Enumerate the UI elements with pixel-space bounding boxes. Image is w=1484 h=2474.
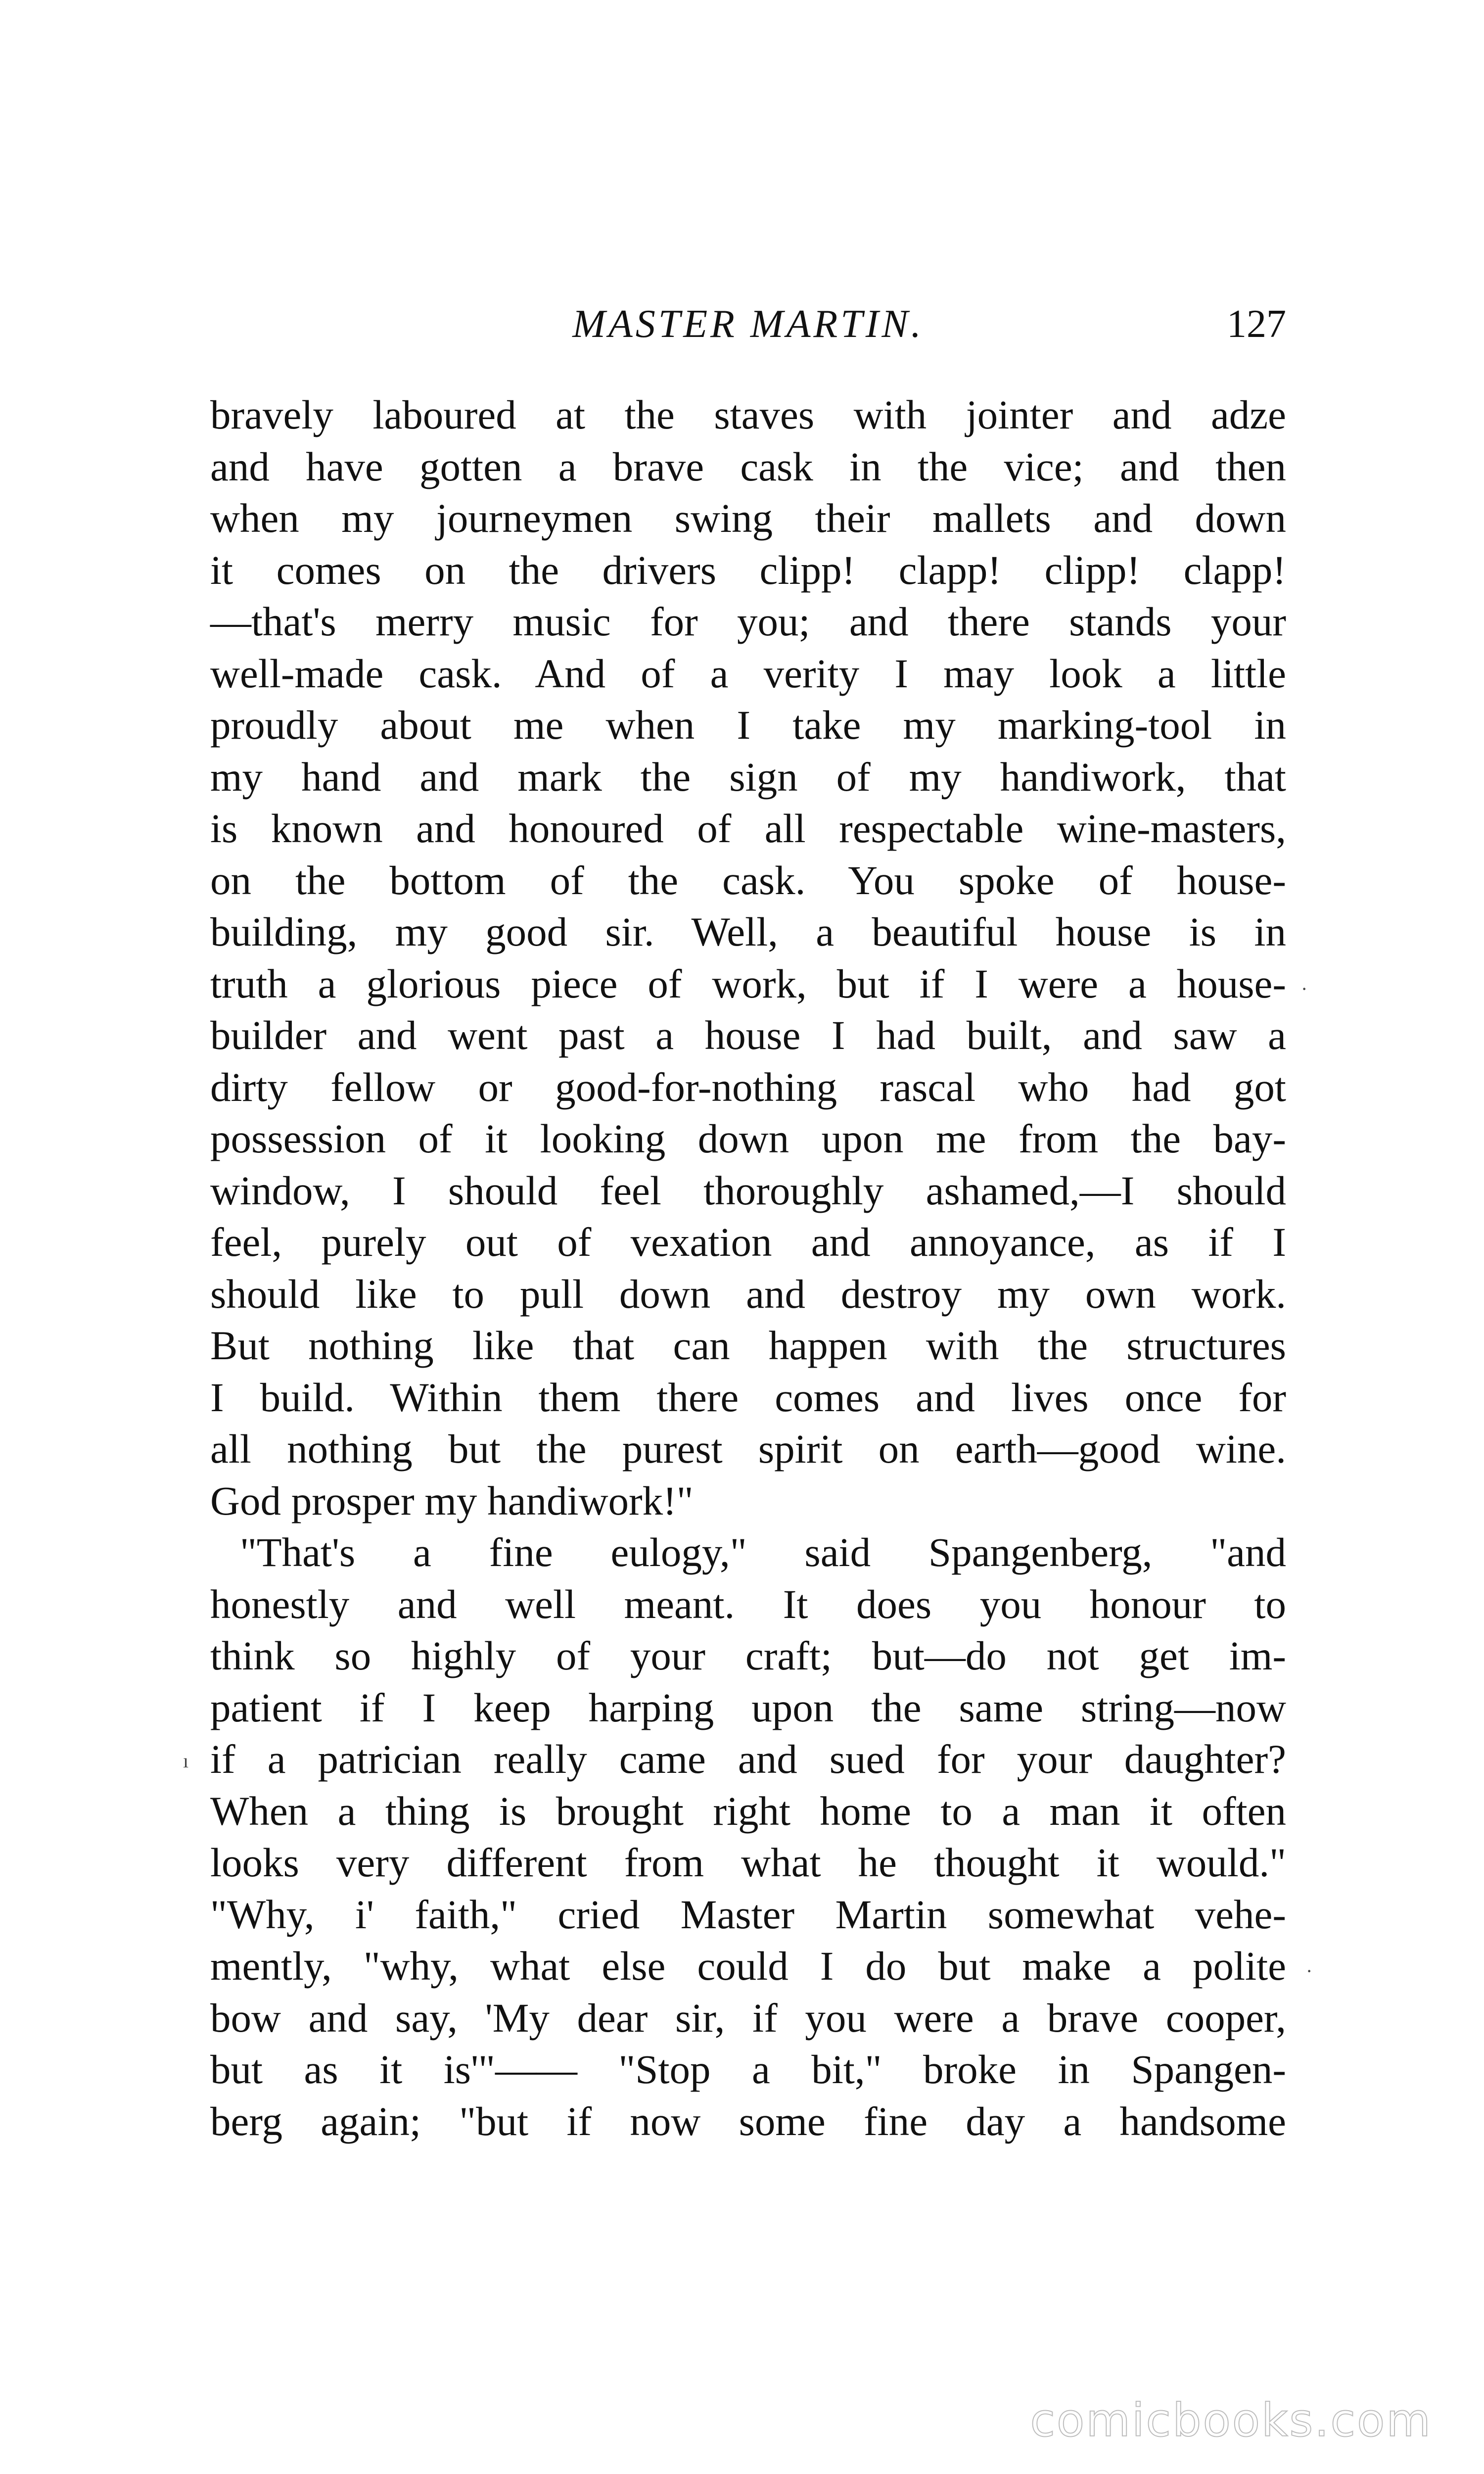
body-text — [210, 389, 1286, 2147]
text-line: my hand and mark the sign of my handiwork, that — [210, 754, 1286, 800]
text-line: bravely laboured at the staves with jointer and adze — [210, 392, 1286, 437]
text-line: is known and honoured of all respectable wine-masters, — [210, 806, 1286, 851]
text-line: all nothing but the purest spirit on earth—good wine. — [210, 1426, 1286, 1472]
text-line: proudly about me when I take my marking-tool in — [210, 702, 1286, 748]
site-watermark: comicbooks.com — [1030, 2394, 1432, 2447]
text-line: should like to pull down and destroy my own work. — [210, 1271, 1286, 1317]
text-line: truth a glorious piece of work, but if I were a house- — [210, 960, 1286, 1006]
text-line: honestly and well meant. It does you honour to — [210, 1581, 1286, 1627]
text-line: "That's a fine eulogy," said Spangenberg, "and — [240, 1529, 1286, 1575]
text-line: bow and say, 'My dear sir, if you were a brave cooper, — [210, 1995, 1286, 2041]
text-line: But nothing like that can happen with the structures — [210, 1323, 1286, 1368]
text-line: I build. Within them there comes and lives once for — [210, 1374, 1286, 1420]
text-line: dirty fellow or good-for-nothing rascal who had got — [210, 1064, 1286, 1110]
text-line: on the bottom of the cask. You spoke of house- — [210, 857, 1286, 903]
running-head — [210, 297, 1286, 351]
page-number: 127 — [1227, 302, 1286, 346]
text-line: patient if I keep harping upon the same string—now — [210, 1684, 1286, 1730]
text-line: looks very different from what he thought it would." — [210, 1840, 1286, 1885]
text-line: it comes on the drivers clipp! clapp! clipp! clapp! — [210, 547, 1286, 593]
text-line: builder and went past a house I had built, and saw a — [210, 1012, 1286, 1058]
text-line: When a thing is brought right home to a man it often — [210, 1788, 1286, 1834]
text-line: window, I should feel thoroughly ashamed,—I should — [210, 1167, 1286, 1213]
text-line: think so highly of your craft; but—do not get im- — [210, 1633, 1286, 1678]
running-title: MASTER MARTIN. — [572, 302, 924, 346]
text-line: possession of it looking down upon me from the bay- — [210, 1116, 1286, 1161]
text-line: but as it is'"—— "Stop a bit," broke in Spangen- — [210, 2046, 1286, 2092]
text-line: feel, purely out of vexation and annoyance, as if I — [210, 1219, 1286, 1265]
text-line: —that's merry music for you; and there stands your — [210, 599, 1286, 644]
margin-speck: · — [1301, 978, 1308, 1000]
text-line: building, my good sir. Well, a beautiful house is in — [210, 909, 1286, 954]
text-line: if a patrician really came and sued for your daughter? — [210, 1736, 1286, 1782]
margin-speck: ı — [183, 1750, 189, 1772]
text-line: and have gotten a brave cask in the vice; and then — [210, 443, 1286, 489]
margin-speck: · — [1306, 1960, 1313, 1982]
text-line: mently, "why, what else could I do but make a polite — [210, 1943, 1286, 1989]
text-line: well-made cask. And of a verity I may look a little — [210, 650, 1286, 696]
text-line: when my journeymen swing their mallets and down — [210, 495, 1286, 541]
text-line: "Why, i' faith," cried Master Martin somewhat vehe- — [210, 1891, 1286, 1937]
text-line: God prosper my handiwork!" — [210, 1477, 694, 1523]
text-line: berg again; "but if now some fine day a handsome — [210, 2098, 1286, 2144]
